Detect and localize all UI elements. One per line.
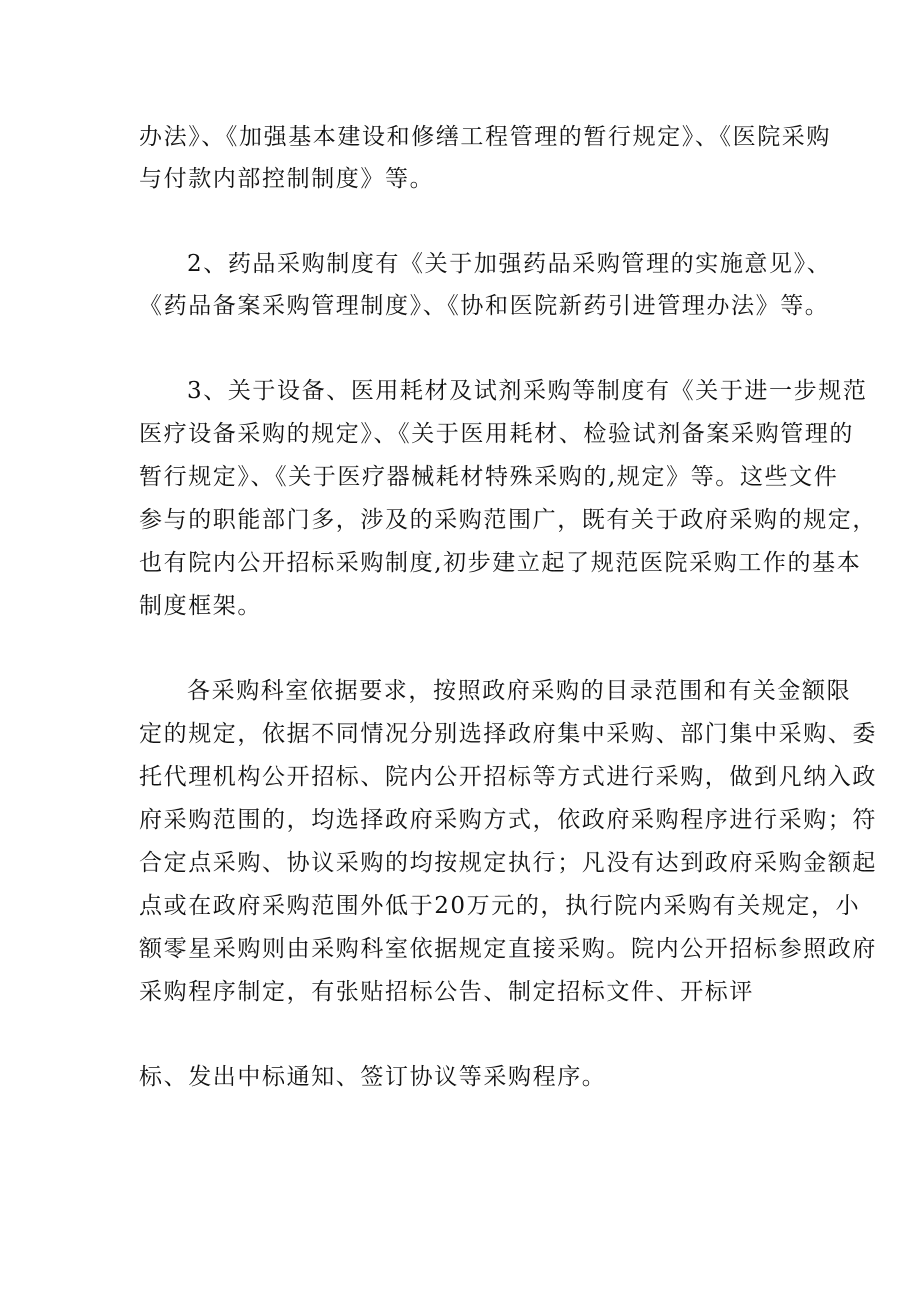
text-line: 暂行规定》、《关于医疗器械耗材特殊采购的,规定》等。这些文件: [139, 464, 839, 490]
text-line: 各采购科室依据要求，按照政府采购的目录范围和有关金额限: [187, 678, 852, 704]
text-line: 与付款内部控制制度》等。: [139, 166, 435, 192]
text-line: 点或在政府采购范围外低于20万元的，执行院内采购有关规定，小: [139, 893, 861, 919]
text-line: 额零星采购则由采购科室依据规定直接采购。院内公开招标参照政府: [139, 936, 877, 962]
text-line: 3、关于设备、医用耗材及试剂采购等制度有《关于进一步规范: [187, 378, 868, 404]
text-line: 府采购范围的，均选择政府采购方式，依政府采购程序进行采购；符: [139, 807, 877, 833]
text-line: 合定点采购、协议采购的均按规定执行；凡没有达到政府采购金额起: [139, 850, 877, 876]
text-line: 参与的职能部门多，涉及的采购范围广，既有关于政府采购的规定，: [139, 507, 877, 533]
text-line: 也有院内公开招标采购制度,初步建立起了规范医院采购工作的基本: [139, 550, 862, 576]
text-line: 医疗设备采购的规定》、《关于医用耗材、检验试剂备案采购管理的: [139, 421, 854, 447]
text-line: 制度框架。: [139, 593, 262, 619]
text-line: 办法》、《加强基本建设和修缮工程管理的暂行规定》、《医院采购: [139, 124, 831, 150]
text-line: 托代理机构公开招标、院内公开招标等方式进行采购，做到凡纳入政: [139, 764, 877, 790]
text-line: 标、发出中标通知、签订协议等采购程序。: [139, 1064, 607, 1090]
text-line: 采购程序制定，有张贴招标公告、制定招标文件、开标评: [139, 979, 754, 1005]
text-line: 2、药品采购制度有《关于加强药品采购管理的实施意见》、: [187, 251, 832, 277]
text-line: 《药品备案采购管理制度》、《协和医院新药引进管理办法》等。: [139, 293, 830, 319]
text-line: 定的规定，依据不同情况分别选择政府集中采购、部门集中采购、委: [139, 721, 877, 747]
